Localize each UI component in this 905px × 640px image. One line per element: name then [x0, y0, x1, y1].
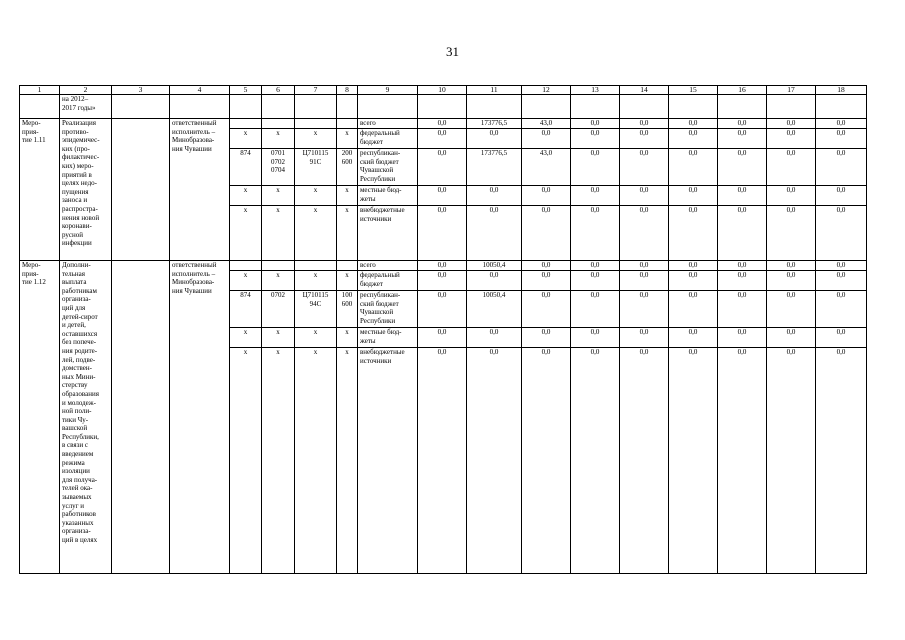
table-row: Меро- прия- тие 1.12 Дополни- тельная выплата работникам организа- ций для детей-сирот и детей, оставшихся без попече- ния родите- лей, подве- домствен- ных Мини- стерству образования и молодеж- ной поли- тики Чу- вашской Республики, в связи с введением режима изоляции для получа- телей ока- зываемых услуг и работников указанных организа- ций в целях ответственный исполнитель – Минобразова- ния Чувашии всего 0,0 10050,4 0,0 0,0 0,0 0,0 0,0 0,0 0,0: [20, 261, 867, 271]
measure-code: Меро- прия- тие 1.12: [20, 261, 60, 574]
header-cell: 12: [522, 86, 571, 95]
table-row: х х х х внебюджетные источники 0,0 0,0 0,0 0,0 0,0 0,0 0,0 0,0 0,0: [20, 348, 867, 574]
funding-source: республикан- ский бюджет Чувашской Республики: [358, 291, 418, 328]
funding-source: внебюджетные источники: [358, 348, 418, 574]
measure-executor: ответственный исполнитель – Минобразова- ния Чувашии: [170, 261, 230, 574]
funding-source: местные бюд- жеты: [358, 328, 418, 348]
header-cell: 5: [230, 86, 262, 95]
funding-source: всего: [358, 119, 418, 129]
header-cell: 13: [571, 86, 620, 95]
header-cell: 8: [337, 86, 358, 95]
measure-executor: ответственный исполнитель – Минобразова- ния Чувашии: [170, 119, 230, 261]
funding-source: внебюджетные источники: [358, 206, 418, 261]
header-cell: 9: [358, 86, 418, 95]
table-row: х х х х внебюджетные источники 0,0 0,0 0,0 0,0 0,0 0,0 0,0 0,0 0,0: [20, 206, 867, 261]
header-cell: 1: [20, 86, 60, 95]
continuation-row: [20, 95, 867, 119]
measure-name: Реализация противо- эпидемичес- ких (про- филактичес- ких) меро- приятий в целях недо- пущения заноса и распростра- нения новой коронави- русной инфекции: [60, 119, 112, 261]
table-row: х х х х местные бюд- жеты 0,0 0,0 0,0 0,0 0,0 0,0 0,0 0,0 0,0: [20, 186, 867, 206]
header-cell: 14: [620, 86, 669, 95]
funding-source: федеральный бюджет: [358, 129, 418, 149]
header-cell: 17: [767, 86, 816, 95]
header-cell: 4: [170, 86, 230, 95]
table-row: х х х х федеральный бюджет 0,0 0,0 0,0 0,0 0,0 0,0 0,0 0,0 0,0: [20, 271, 867, 291]
table-row: х х х х местные бюд- жеты 0,0 0,0 0,0 0,0 0,0 0,0 0,0 0,0 0,0: [20, 328, 867, 348]
header-cell: 15: [669, 86, 718, 95]
table-row: Меро- прия- тие 1.11 Реализация противо- эпидемичес- ких (про- филактичес- ких) меро- приятий в целях недо- пущения заноса и распростра- нения новой коронави- русной инфекции ответственный исполнитель – Минобразова- ния Чувашии всего 0,0 173776,5 43,0 0,0 0,0 0,0 0,0 0,0 0,0: [20, 119, 867, 129]
header-row: [20, 86, 867, 95]
funding-source: республикан- ский бюджет Чувашской Республики: [358, 149, 418, 186]
header-cell: 6: [262, 86, 295, 95]
page-number: 31: [446, 44, 459, 59]
header-cell: 11: [467, 86, 522, 95]
measure-1-12: [20, 261, 867, 574]
funding-source: местные бюд- жеты: [358, 186, 418, 206]
header-cell: 7: [295, 86, 337, 95]
table-row: х х х х федеральный бюджет 0,0 0,0 0,0 0,0 0,0 0,0 0,0 0,0 0,0: [20, 129, 867, 149]
funding-source: федеральный бюджет: [358, 271, 418, 291]
funding-source: всего: [358, 261, 418, 271]
budget-table: [19, 85, 867, 574]
header-cell: 2: [60, 86, 112, 95]
header-cell: 3: [112, 86, 170, 95]
measure-name: Дополни- тельная выплата работникам организа- ций для детей-сирот и детей, оставшихся без попече- ния родите- лей, подве- домствен- ных Мини- стерству образования и молодеж- ной поли- тики Чу- вашской Республики, в связи с введением режима изоляции для получа- телей ока- зываемых услуг и работников указанных организа- ций в целях: [60, 261, 112, 574]
measure-code: Меро- прия- тие 1.11: [20, 119, 60, 261]
table-row: 874 0701 0702 0704 Ц710115 91С 200 600 республикан- ский бюджет Чувашской Республики 0,0 173776,5 43,0 0,0 0,0 0,0 0,0 0,0 0,0: [20, 149, 867, 186]
header-cell: 16: [718, 86, 767, 95]
header-cell: 18: [816, 86, 867, 95]
continuation-text: на 2012– 2017 годы»: [60, 95, 112, 119]
table-row: 874 0702 Ц710115 94С 100 600 республикан- ский бюджет Чувашской Республики 0,0 10050,4 0,0 0,0 0,0 0,0 0,0 0,0 0,0: [20, 291, 867, 328]
header-cell: 10: [418, 86, 467, 95]
measure-1-11: [20, 119, 867, 261]
